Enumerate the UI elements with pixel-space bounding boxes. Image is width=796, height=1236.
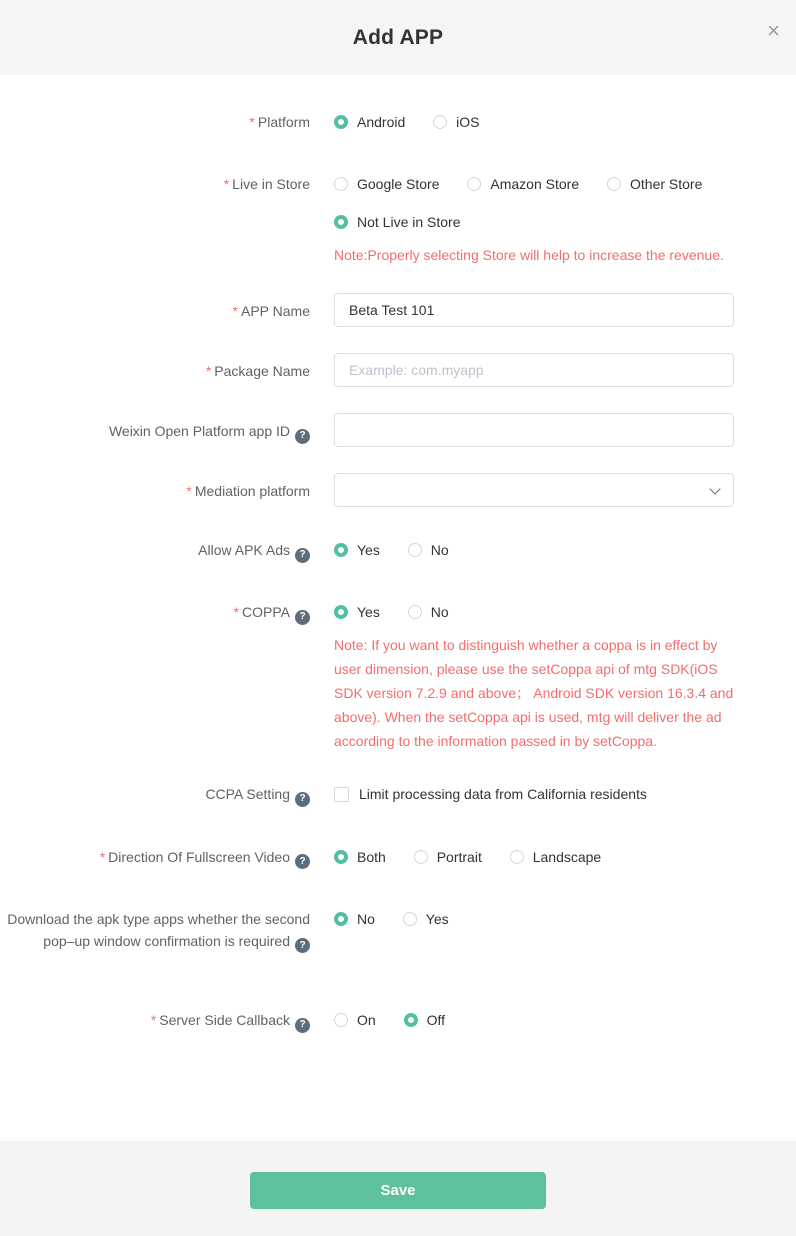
weixin-app-id-label	[0, 413, 310, 444]
apk-confirm-label	[0, 908, 310, 954]
radio-label: On	[357, 1012, 376, 1028]
weixin-app-id-control	[334, 413, 734, 447]
live-in-store-label-text: Live in Store	[232, 176, 310, 192]
form-row-mediation-platform	[0, 473, 796, 507]
radio-direction-both[interactable]	[334, 846, 386, 868]
form-row-allow-apk-ads	[0, 539, 796, 563]
radio-icon	[334, 1013, 348, 1027]
server-callback-label	[0, 1009, 310, 1033]
mediation-platform-select[interactable]	[334, 473, 734, 507]
form-row-app-name	[0, 293, 796, 327]
radio-icon	[408, 605, 422, 619]
form-row-server-callback	[0, 1009, 796, 1033]
allow-apk-ads-label	[0, 539, 310, 563]
server-callback-label-text: Server Side Callback	[159, 1012, 290, 1028]
radio-icon	[510, 850, 524, 864]
platform-label	[0, 111, 310, 133]
radio-other-store[interactable]	[607, 173, 702, 195]
radio-label: iOS	[456, 114, 480, 130]
radio-google-store[interactable]	[334, 173, 440, 195]
radio-label: Yes	[357, 542, 380, 558]
required-asterisk: *	[223, 176, 230, 192]
platform-label-text: Platform	[257, 114, 310, 130]
radio-icon	[334, 177, 348, 191]
help-icon[interactable]: ?	[295, 792, 310, 807]
radio-label: Landscape	[532, 848, 602, 865]
radio-callback-off[interactable]	[404, 1009, 445, 1031]
app-name-label-text: APP Name	[241, 303, 310, 319]
radio-allow-apk-no[interactable]	[408, 539, 449, 561]
form-row-ccpa	[0, 783, 796, 808]
required-asterisk: *	[249, 114, 255, 130]
radio-icon	[334, 912, 348, 926]
radio-label: Amazon Store	[490, 176, 580, 192]
radio-label: No	[430, 604, 449, 620]
weixin-app-id-label-text: Weixin Open Platform app ID	[108, 423, 290, 439]
save-button[interactable]: Save	[250, 1172, 546, 1209]
direction-label	[0, 846, 310, 870]
form-row-weixin-app-id	[0, 413, 796, 447]
store-note: Note:Properly selecting Store will help to increase the revenue.	[334, 247, 724, 263]
radio-icon	[403, 912, 417, 926]
coppa-options	[334, 601, 734, 625]
form-row-platform	[0, 111, 796, 135]
radio-coppa-no[interactable]	[408, 601, 449, 623]
required-asterisk: *	[232, 303, 238, 319]
radio-icon	[607, 177, 621, 191]
weixin-app-id-input[interactable]	[334, 413, 734, 447]
package-name-input[interactable]	[334, 353, 734, 387]
radio-not-live-in-store[interactable]	[334, 211, 461, 233]
ccpa-checkbox[interactable]	[334, 783, 647, 805]
form-body	[0, 75, 796, 1141]
help-icon[interactable]: ?	[295, 938, 310, 953]
radio-label: Both	[357, 848, 386, 865]
radio-label: Google Store	[357, 176, 440, 192]
radio-label: Other Store	[630, 176, 703, 192]
mediation-platform-control	[334, 473, 734, 507]
live-in-store-label	[0, 173, 310, 195]
radio-icon	[414, 850, 428, 864]
help-icon[interactable]: ?	[295, 548, 310, 563]
help-icon[interactable]: ?	[295, 610, 310, 625]
apk-confirm-options	[334, 908, 734, 932]
radio-icon	[408, 543, 422, 557]
live-in-store-options-row1	[334, 173, 734, 197]
form-row-package-name	[0, 353, 796, 387]
radio-icon	[334, 215, 348, 229]
radio-label: Yes	[357, 604, 380, 620]
dialog-header	[0, 0, 796, 75]
required-asterisk: *	[205, 363, 212, 379]
radio-allow-apk-yes[interactable]	[334, 539, 380, 561]
help-icon[interactable]: ?	[295, 429, 310, 444]
coppa-note: Note: If you want to distinguish whether a coppa is in effect by user dimension, please use the setCoppa api of mtg SDK(iOS SDK version 7.2.9 and above； Android SDK version 16.3.4 and above). When the setCoppa api is used, mtg will deliver the ad according to the information passed in by setCoppa.	[334, 637, 734, 749]
form-row-live-in-store	[0, 173, 796, 197]
radio-label: Yes	[425, 910, 449, 927]
app-name-input[interactable]	[334, 293, 734, 327]
server-callback-options	[334, 1009, 734, 1033]
ccpa-label-text: CCPA Setting	[205, 786, 290, 802]
radio-coppa-yes[interactable]	[334, 601, 380, 623]
ccpa-control	[334, 783, 734, 808]
radio-apk-confirm-yes[interactable]	[403, 908, 449, 930]
required-asterisk: *	[150, 1012, 157, 1028]
radio-label: Off	[426, 1012, 445, 1028]
radio-ios[interactable]	[433, 111, 479, 133]
radio-icon	[334, 115, 348, 129]
radio-label: Android	[357, 114, 406, 130]
radio-icon	[334, 605, 348, 619]
package-name-label	[0, 353, 310, 382]
radio-label: Portrait	[436, 848, 482, 865]
chevron-down-icon	[709, 483, 720, 494]
app-name-label	[0, 293, 310, 322]
form-row-live-in-store-2	[0, 211, 796, 235]
help-icon[interactable]: ?	[295, 1018, 310, 1033]
required-asterisk: *	[233, 604, 240, 620]
package-name-label-text: Package Name	[214, 363, 310, 379]
coppa-label	[0, 601, 310, 625]
package-name-control	[334, 353, 734, 387]
checkbox-label: Limit processing data from California residents	[359, 786, 647, 802]
live-in-store-options-row2	[334, 211, 734, 235]
checkbox-icon	[334, 787, 349, 802]
dialog-footer	[0, 1141, 796, 1236]
app-name-control	[334, 293, 734, 327]
close-icon[interactable]: ×	[767, 18, 780, 43]
required-asterisk: *	[99, 848, 106, 865]
required-asterisk: *	[186, 483, 192, 499]
ccpa-label	[0, 783, 310, 807]
radio-direction-portrait[interactable]	[414, 846, 482, 868]
allow-apk-ads-options	[334, 539, 734, 563]
radio-direction-landscape[interactable]	[510, 846, 602, 868]
form-row-coppa	[0, 601, 796, 753]
coppa-label-text: COPPA	[242, 604, 290, 620]
radio-icon	[433, 115, 447, 129]
dialog-title: Add APP	[352, 25, 444, 49]
radio-icon	[467, 177, 481, 191]
radio-label: No	[357, 910, 375, 927]
form-row-store-note	[0, 243, 796, 267]
allow-apk-ads-label-text: Allow APK Ads	[198, 542, 290, 558]
radio-label: Not Live in Store	[357, 214, 461, 230]
radio-icon	[334, 850, 348, 864]
radio-icon	[334, 543, 348, 557]
help-icon[interactable]: ?	[295, 854, 310, 869]
mediation-platform-label-text: Mediation platform	[194, 483, 310, 499]
coppa-control	[334, 601, 734, 753]
radio-apk-confirm-no[interactable]	[334, 908, 375, 930]
mediation-platform-label	[0, 473, 310, 502]
apk-confirm-label-text: Download the apk type apps whether the second pop–up window confirmation is required	[7, 910, 310, 949]
direction-options	[334, 846, 734, 870]
direction-label-text: Direction Of Fullscreen Video	[108, 848, 290, 865]
radio-label: No	[430, 542, 449, 558]
radio-icon	[404, 1013, 418, 1027]
platform-options	[334, 111, 734, 135]
form-row-apk-confirm	[0, 908, 796, 954]
radio-android[interactable]	[334, 111, 405, 133]
form-row-direction	[0, 846, 796, 870]
radio-callback-on[interactable]	[334, 1009, 376, 1031]
radio-amazon-store[interactable]	[467, 173, 579, 195]
